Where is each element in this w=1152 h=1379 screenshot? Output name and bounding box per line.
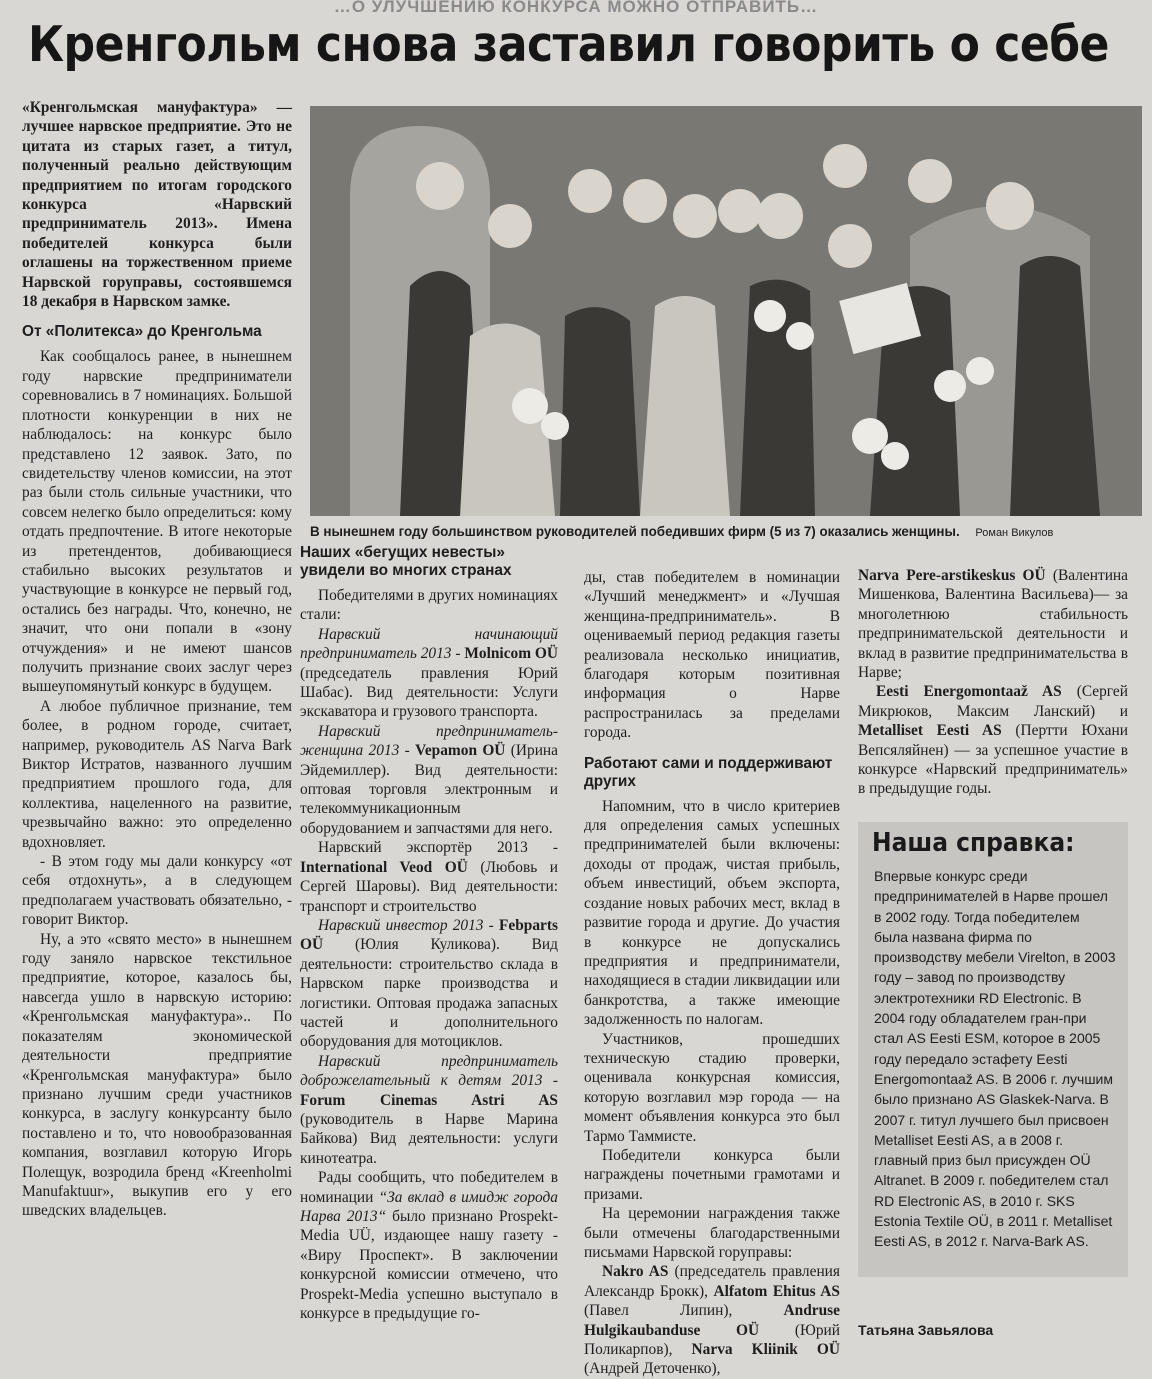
page-title: Кренгольм снова заставил говорить о себе — [28, 16, 1109, 73]
nomination-item: Нарвский инвестор 2013 - Febparts OÜ (Юлия Куликова). Вид деятельности: строительство склада в Нарвском парке производства и логистики. Оптовая продажа запасных частей и дополнительного оборудования для мотоциклов. — [300, 916, 558, 1051]
lead-paragraph: «Кренгольмская мануфактура» — лучшее нарвское предприятие. Это не цитата из старых газет, а титул, полученный реально действующим предприятием по итогам городского конкурса «Нарвский предприниматель 2013». Имена победителей конкурса были оглашены на торжественном приеме Нарвской горуправы, состоявшемся 18 декабря в Нарвском замке. — [22, 99, 292, 311]
company-list-cont: Narva Pere-arstikeskus OÜ (Валентина Мишенкова, Валентина Васильева)— за многолетнюю стабильность предпринимательской деятельности и вклад в развитие предпринимательства в Нарве; — [858, 567, 1128, 682]
paragraph: Участников, прошедших техническую стадию проверки, оценивала конкурсная комиссия, которую возглавил мэр города — на момент объявления конкурса это был Тармо Таммисте. — [584, 1030, 840, 1145]
reference-box — [858, 822, 1128, 1277]
paragraph: На церемонии награждения также были отмечены благодарственными письмами Нарвской горуправы: — [584, 1205, 840, 1261]
paragraph: Как сообщалось ранее, в нынешнем году нарвские предприниматели соревновались в 7 номинациях. Большой плотности конкуренции в них не наблюдалось: на конкурс было представлено 12 заявок. Зато, по свидетельству членов комиссии, на этот раз были столь сильные участники, что совсем нелегко было определиться: кому отдать предпочтение. В итоге некоторые из претендентов, добивающиеся стабильно высоких результатов и участвующие в конкурсе не первый год, остались без награды. Что, конечно, не значит, что они попали в «зону отчуждения» и не имеют шансов получить признание своих заслуг через вышеупомянутый конкурс в будущем. — [22, 348, 292, 696]
top-strip-cut-headline: …О УЛУЧШЕНИЮ КОНКУРСА МОЖНО ОТПРАВИТЬ… — [333, 0, 819, 16]
paragraph: Победителями в других номинациях стали: — [300, 587, 558, 624]
paragraph: Победители конкурса были награждены почетными грамотами и призами. — [584, 1146, 840, 1203]
paragraph: Напомним, что в число критериев для определения самых успешных предпринимателей были включены: доходы от продаж, чистая прибыль, объем инвестиций, объем экспорта, создание новых рабочих мест, вклад в развитие города и другие. До участия в конкурсе не допускались предприятия и предприниматели, находящиеся в стадии ликвидации или банкротства, а также имеющие задолженность по налогам. — [584, 797, 840, 1029]
subhead-work: Работают сами и поддерживают других — [584, 754, 833, 790]
caption-text: В нынешнем году большинством руководителей победивших фирм (5 из 7) оказались женщины. — [310, 524, 960, 539]
paragraph: ды, став победителем в номинации «Лучший менеджмент» и «Лучшая женщина-предприниматель». В оцениваемый период редакция газеты реализовала несколько инициатив, благодаря которым позитивная информация о Нарве распространилась за пределами города. — [584, 569, 840, 742]
nomination-item: Нарвский начинающий предприниматель 2013 - Molnicom OÜ (председатель правления Юрий Шабас). Вид деятельности: Услуги экскаватора и грузового транспорта. — [300, 625, 558, 721]
subhead-brides: Наших «бегущих невесты» увидели во многих странах — [300, 544, 512, 579]
photo-caption — [310, 524, 1142, 539]
subhead-politex: От «Политекса» до Кренгольма — [22, 323, 262, 341]
column-1 — [22, 98, 292, 1221]
paragraph: - В этом году мы дали конкурсу «от себя отдохнуть», а в следующем предполагаем участвовать обязательно, - говорит Виктор. — [22, 853, 292, 929]
paragraph: А любое публичное признание, тем более, в родном городе, считает, например, руководитель AS Narva Bark Виктор Истратов, названного лучшим предприятием прошлого года, для коллектива, нацеленного на развитие, чрезвычайно важно: это определенно вдохновляет. — [22, 697, 292, 851]
nomination-item: Нарвский экспортёр 2013 - International Veod OÜ (Любовь и Сергей Шаровы). Вид деятельности: транспорт и строительство — [300, 839, 558, 915]
company-list-cont: Eesti Energomontaaž AS (Сергей Микрюков, Максим Ланский) и Metalliset Eesti AS (Пертти Юхани Вепсяляйнен) — за успешное участие в конкурсе «Нарвский предприниматель» в предыдущие годы. — [858, 683, 1128, 798]
column-4 — [858, 566, 1128, 799]
reference-title: Наша справка: — [872, 828, 1075, 858]
reference-body: Впервые конкурс среди предпринимателей в Нарве прошел в 2002 году. Тогда победителем была названа фирма по производству мебели Virelton, в 2003 году – завод по производству электротехники RD Electronic. В 2004 году обладателем гран-при стал AS Eesti ESM, которое в 2005 году передало эстафету Eesti Energomontaaž AS. В 2006 г. лучшим было признано AS Glaskek-Narva. В 2007 г. титул лучшего был присвоен Metalliset Eesti AS, а в 2008 г. главный приз был присужден OÜ Altranet. В 2009 г. победителем стал RD Electronic AS, в 2010 г. SKS Estonia Textile OÜ, в 2011 г. Metalliset Eesti AS, в 2012 г. Narva-Bark AS. — [874, 868, 1116, 1250]
company-list: Nakro AS (председатель правления Александр Брокк), Alfatom Ehitus AS (Павел Липин), Andruse Hulgikaubanduse OÜ (Юрий Поликарпов), Narva Kliinik OÜ (Андрей Деточенко), — [584, 1263, 840, 1378]
paragraph: Рады сообщить, что победителем в номинации “За вклад в имидж города Нарва 2013“ было признано Prospekt-Media UÜ, издающее нашу газету - «Виру Проспект». В заключении конкурсной комиссии отмечено, что Prospekt-Media успешно выступало в конкурсе в предыдущие го- — [300, 1169, 558, 1323]
author-signature: Татьяна Завьялова — [858, 1322, 994, 1338]
column-2 — [300, 538, 558, 1323]
paragraph: Ну, а это «свято место» в нынешнем году заняло нарвское текстильное предприятие, которое, казалось бы, навсегда ушло в нарвскую историю: «Кренгольмская мануфактура».. По показателям экономической деятельности предприятие «Кренгольмская мануфактура» было признано лучшим среди участников конкурса, в заслугу конкурсанту было поставлено и то, что новообразованная компания, возглавил которую Игорь Полещук, возродила бренд «Kreenholmi Manufaktuur», выкупив его у его шведских владельцев. — [22, 930, 292, 1220]
nomination-item: Нарвский предприниматель доброжелательный к детям 2013 - Forum Cinemas Astri AS (руководитель в Нарве Марина Байкова) Вид деятельности: услуги кинотеатра. — [300, 1052, 558, 1167]
column-3 — [584, 568, 840, 1379]
photo-credit: Роман Викулов — [975, 527, 1054, 539]
nomination-item: Нарвский предприниматель-женщина 2013 - Vepamon OÜ (Ирина Эйдемиллер). Вид деятельности: оптовая торговля электронным и телекоммуникационным оборудованием и запчастями для него. — [300, 722, 559, 837]
group-photo — [310, 106, 1142, 516]
group-photo-illustration — [310, 106, 1142, 516]
